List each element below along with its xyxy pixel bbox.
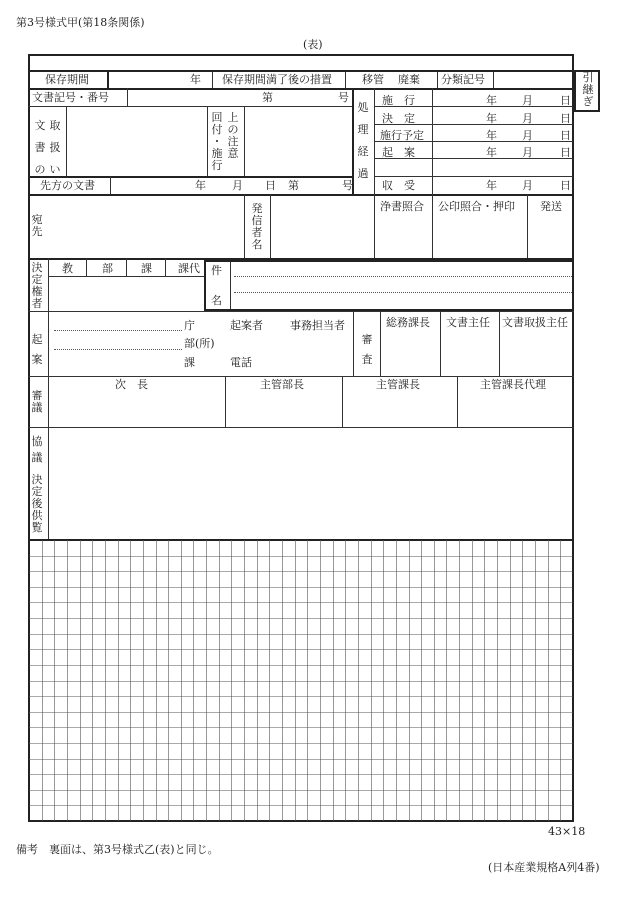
managing-chief-deputy-label: 主管課長代理 <box>480 378 546 391</box>
department-label: 部(所) <box>184 337 215 350</box>
transfer-label: 移管 <box>362 73 384 86</box>
process-row-execute: 施 行 <box>382 94 415 107</box>
process-row-planned: 施行予定 <box>380 129 424 142</box>
manuscript-grid <box>29 540 573 821</box>
general-affairs-chief-label: 総務課長 <box>386 316 430 329</box>
retention-year-label: 年 <box>190 73 201 86</box>
vice-director-label: 次 長 <box>115 378 148 391</box>
doc-handler-chief-label: 文書取扱主任 <box>502 316 568 329</box>
remarks-note: 備考 裏面は、第3号様式乙(表)と同じ。 <box>16 843 219 856</box>
phone-label: 電話 <box>230 356 252 369</box>
subject-label-bottom: 名 <box>211 294 222 307</box>
clean-copy-check-label: 浄書照合 <box>380 200 424 213</box>
section-label: 課 <box>184 356 195 369</box>
managing-chief-label: 主管課長 <box>376 378 420 391</box>
remark-label-b: 上 の 注 意 <box>227 111 239 160</box>
remark-label-a: 回 付 ・ 施 行 <box>211 111 223 172</box>
review-label: 審 査 <box>361 333 373 366</box>
drafter-label: 起案者 <box>230 319 263 332</box>
doc-go: 号 <box>338 91 349 104</box>
doc-number-label: 文書記号・番号 <box>32 91 109 104</box>
agency-label: 庁 <box>184 319 195 332</box>
form-title: 第3号様式甲(第18条関係) <box>16 16 145 29</box>
doc-chief-label: 文書主任 <box>446 316 490 329</box>
handling-label-a: 文 書 の <box>34 119 46 176</box>
standard-note: (日本産業規格A列4番) <box>488 861 600 874</box>
dispatch-label: 発送 <box>540 200 562 213</box>
managing-director-label: 主管部長 <box>260 378 304 391</box>
seal-check-label: 公印照合・押印 <box>438 200 515 213</box>
decision-col-bu: 部 <box>102 262 113 275</box>
subject-label-top: 件 <box>211 264 222 277</box>
sender-label: 発 信 者 名 <box>251 202 263 251</box>
other-party-doc-label: 先方の文書 <box>40 179 95 192</box>
expiry-measures-label: 保存期間満了後の措置 <box>222 73 332 86</box>
decision-col-kyo: 教 <box>62 262 73 275</box>
decision-col-kadai: 課代 <box>178 262 200 275</box>
retention-period-label: 保存期間 <box>45 73 89 86</box>
draft-label: 起 案 <box>31 333 43 366</box>
decision-col-ka: 課 <box>141 262 152 275</box>
process-row-draft: 起 案 <box>382 146 415 159</box>
side-label: (表) <box>303 38 323 51</box>
doc-dai: 第 <box>262 91 273 104</box>
process-label: 処 理 経 過 <box>357 101 369 180</box>
address-label: 宛 先 <box>31 213 43 238</box>
handling-label-b: 取 扱 い <box>49 119 61 176</box>
consultation-label: 協 議 <box>31 435 43 464</box>
subject-box <box>204 260 574 311</box>
post-decision-circulation-label: 決 定 後 供 覧 <box>31 473 43 534</box>
grid-size-note: 43×18 <box>548 825 586 838</box>
handover-label: 引 継 ぎ <box>582 71 594 108</box>
clerk-label: 事務担当者 <box>290 319 345 332</box>
classification-code-label: 分類記号 <box>441 73 485 86</box>
decision-authority-label: 決 定 権 者 <box>31 261 43 310</box>
discard-label: 廃棄 <box>398 73 420 86</box>
process-row-decide: 決 定 <box>382 112 415 125</box>
process-row-receive: 収 受 <box>382 179 415 192</box>
deliberation-label: 審 議 <box>31 389 43 414</box>
